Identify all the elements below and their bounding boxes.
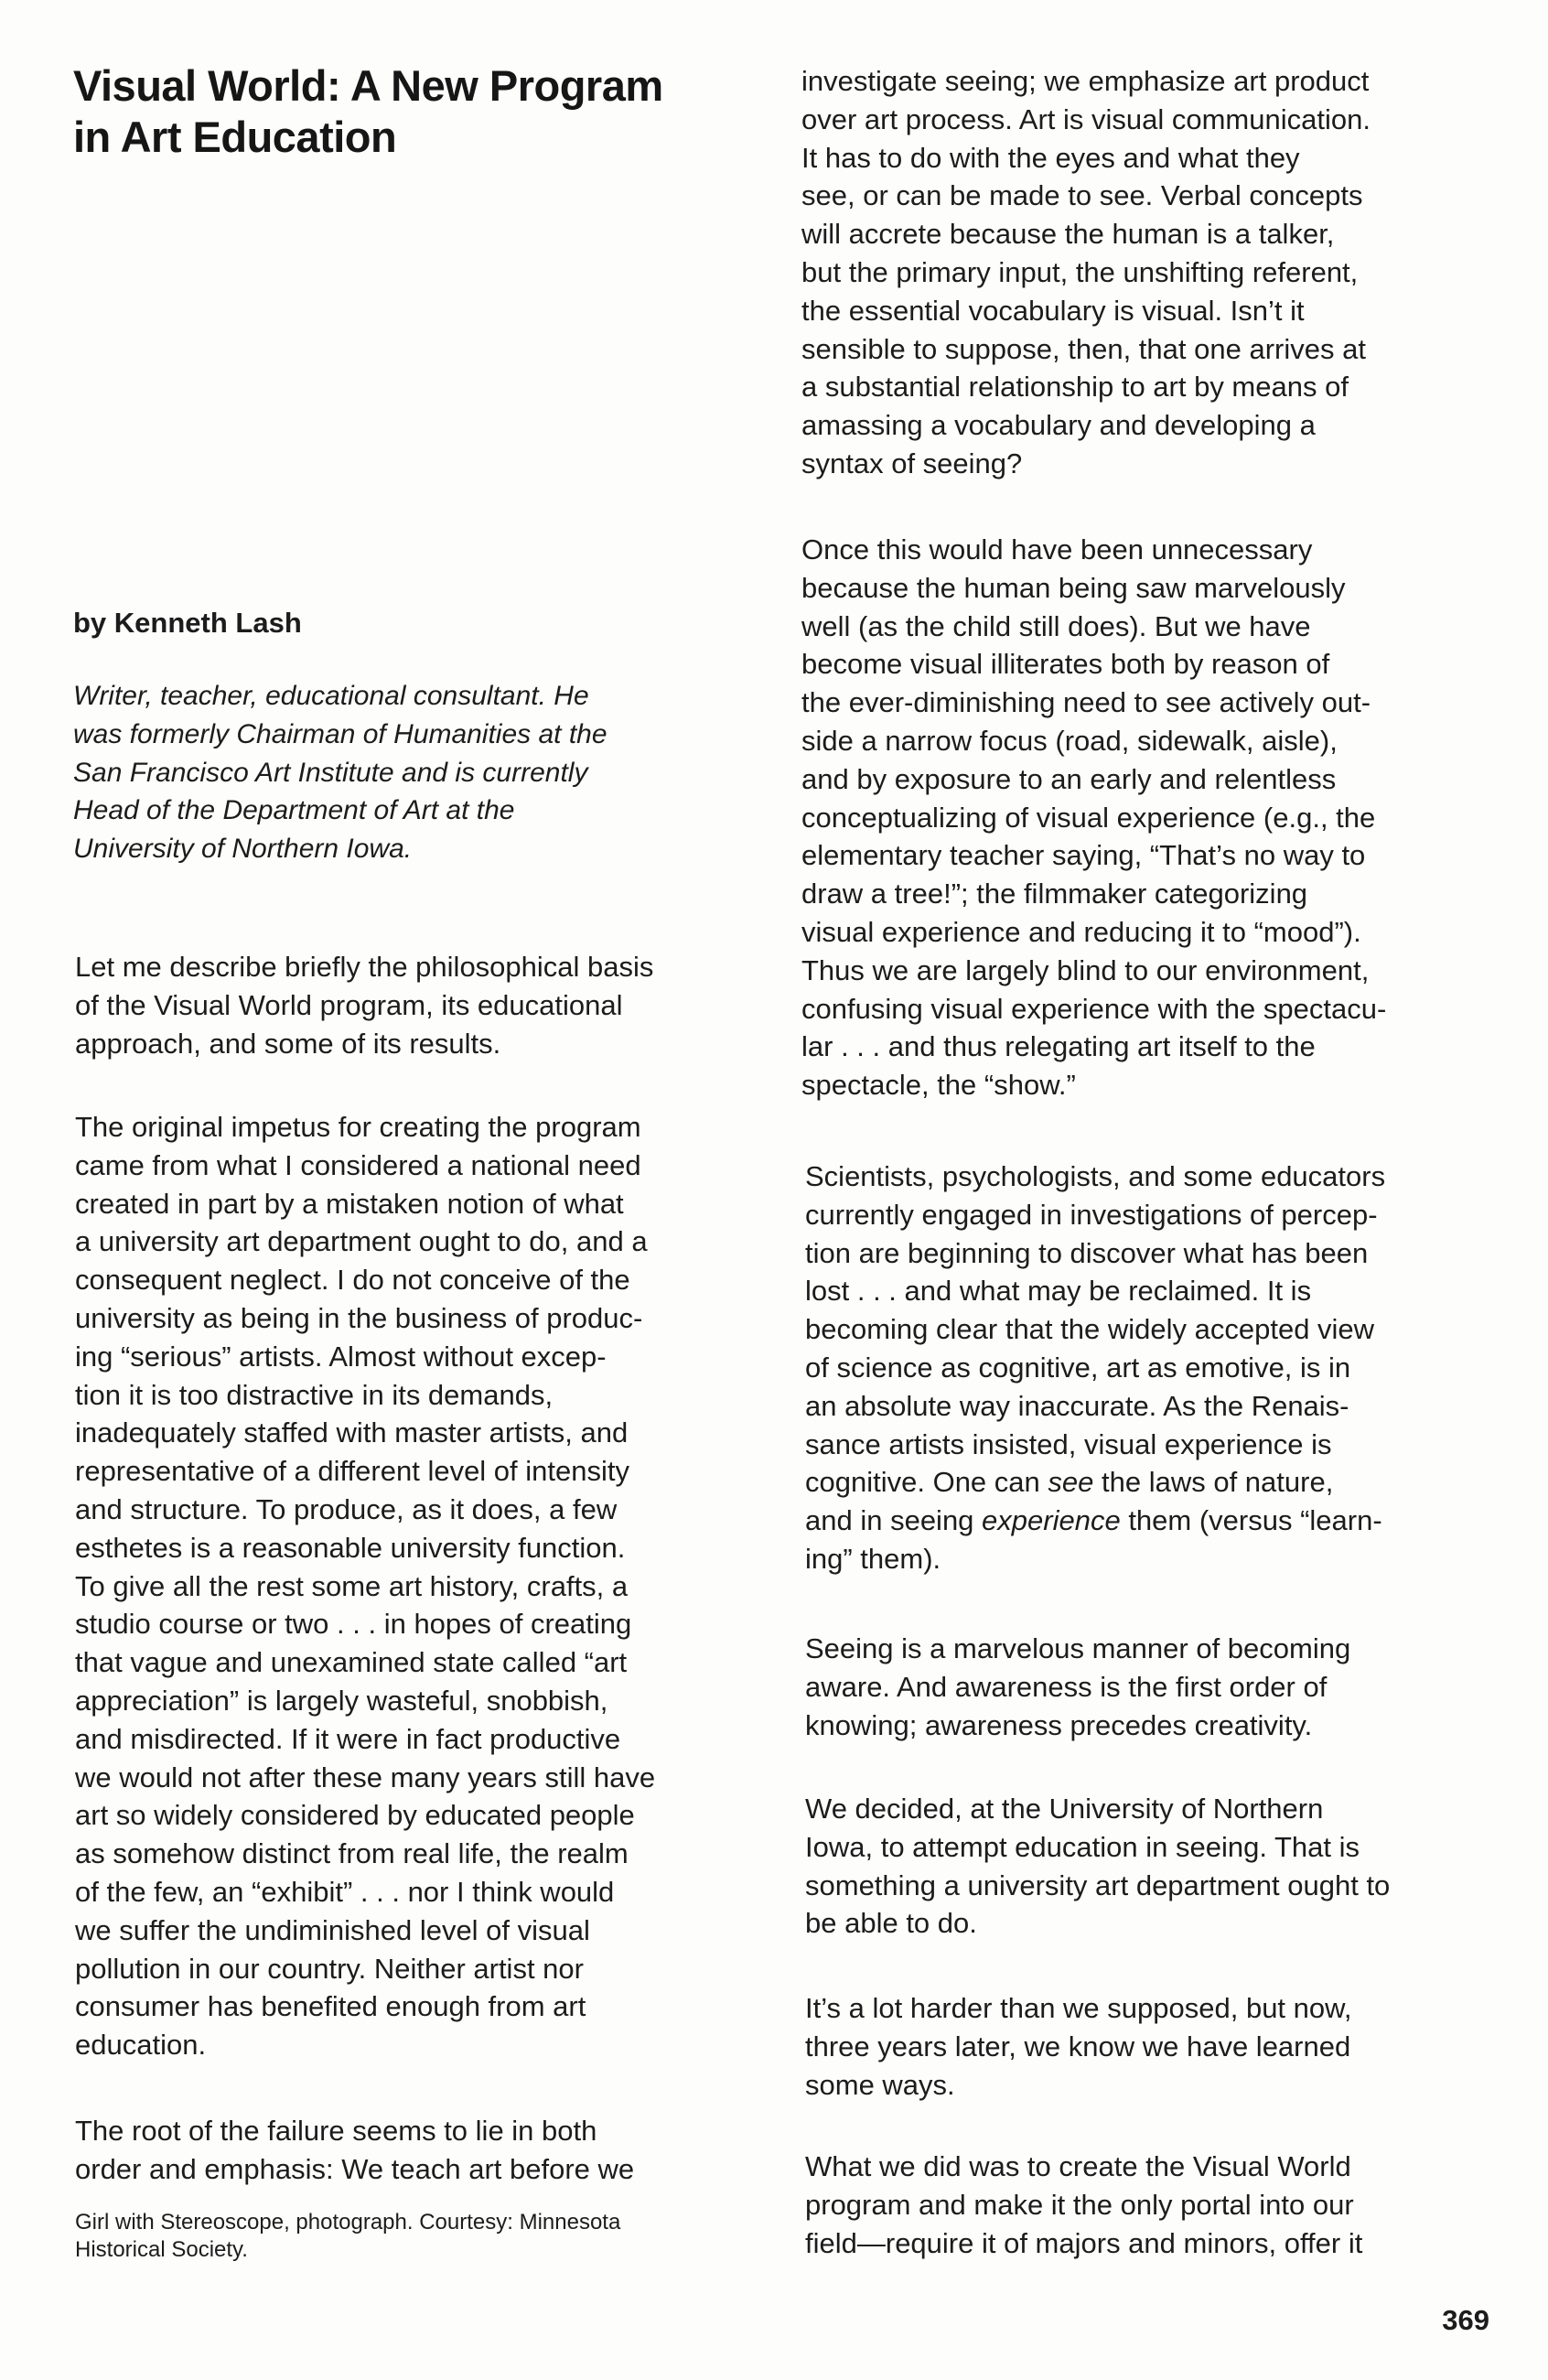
text-line: Let me describe briefly the philosophical basis (75, 951, 654, 983)
text-line: Head of the Department of Art at the (73, 795, 515, 826)
paragraph (75, 948, 653, 1062)
text-line: and structure. To produce, as it does, a few (75, 1492, 618, 1525)
text-line: well (as the child still does). But we have (801, 609, 1311, 642)
paragraph (805, 1989, 1351, 2104)
text-line: To give all the rest some art history, crafts, a (75, 1569, 629, 1602)
text-line: and by exposure to an early and relentless (801, 762, 1337, 795)
text-line (805, 1502, 1385, 1540)
text-line: we would not after these many years still have (75, 1761, 656, 1793)
text-line: becoming clear that the widely accepted view (805, 1313, 1375, 1346)
text-line: appreciation” is largely wasteful, snobbish, (75, 1684, 608, 1717)
paragraph (805, 2148, 1362, 2262)
text-line (805, 1463, 1385, 1502)
text-line: was formerly Chairman of Humanities at the (73, 718, 607, 749)
text-line: confusing visual experience with the spectacu- (801, 992, 1387, 1025)
text-line: education. (75, 2029, 207, 2062)
text-line: Iowa, to attempt education in seeing. That is (805, 1830, 1360, 1863)
text-line: came from what I considered a national need (75, 1148, 641, 1181)
text-line: The root of the failure seems to lie in both (75, 2115, 597, 2147)
text-line: The original impetus for creating the program (75, 1111, 641, 1143)
text-line: We decided, at the University of Northern (805, 1793, 1324, 1825)
text-line: the ever-diminishing need to see actively out- (801, 686, 1371, 719)
text-line: Seeing is a marvelous manner of becoming (805, 1632, 1351, 1664)
text-line: conceptualizing of visual experience (e.g., the (801, 801, 1376, 834)
text-line: Historical Society. (75, 2237, 248, 2262)
text-line: a substantial relationship to art by means of (801, 371, 1349, 404)
text-line: side a narrow focus (road, sidewalk, aisle), (801, 724, 1338, 757)
text-line: San Francisco Art Institute and is currently (73, 757, 588, 788)
text-line: ing” them). (805, 1542, 941, 1575)
author-byline: by Kenneth Lash (73, 607, 302, 639)
text-line: sensible to suppose, then, that one arrives at (801, 332, 1366, 365)
text-line: become visual illiterates both by reason of (801, 648, 1330, 681)
text-line: because the human being saw marvelously (801, 571, 1346, 604)
paragraph (805, 1790, 1390, 1943)
text-line: art so widely considered by educated people (75, 1799, 635, 1832)
text-line: Writer, teacher, educational consultant. He (73, 681, 589, 711)
paragraph (75, 2112, 634, 2189)
title-line: Visual World: A New Program (73, 61, 663, 110)
text-line: sance artists insisted, visual experience is (805, 1427, 1332, 1460)
text-segment: and in seeing (805, 1504, 983, 1537)
text-line: studio course or two . . . in hopes of creating (75, 1608, 632, 1641)
text-line: amassing a vocabulary and developing a (801, 409, 1316, 442)
paragraph (805, 1630, 1350, 1744)
text-segment: cognitive. One can (805, 1466, 1048, 1499)
text-line: currently engaged in investigations of percep- (805, 1198, 1378, 1231)
text-segment: them (versus “learn- (1120, 1504, 1382, 1537)
text-line: something a university art department ought to (805, 1868, 1391, 1901)
paragraph (801, 62, 1371, 483)
text-line: ing “serious” artists. Almost without excep- (75, 1340, 607, 1373)
text-line: we suffer the undiminished level of visual (75, 1913, 590, 1946)
text-line: Thus we are largely blind to our environment, (801, 953, 1370, 986)
text-line: over art process. Art is visual communication. (801, 102, 1371, 135)
text-line: approach, and some of its results. (75, 1027, 501, 1060)
text-line: lar . . . and thus relegating art itself to the (801, 1030, 1316, 1063)
text-line: esthetes is a reasonable university function. (75, 1531, 626, 1564)
page-number: 369 (1442, 2304, 1489, 2336)
text-line: some ways. (805, 2068, 955, 2101)
text-line: three years later, we know we have learned (805, 2030, 1351, 2062)
text-line: that vague and unexamined state called “art (75, 1646, 628, 1679)
emphasis-text: see (1048, 1466, 1094, 1499)
title-line: in Art Education (73, 113, 397, 161)
text-line: tion are beginning to discover what has been (805, 1236, 1369, 1269)
text-line: will accrete because the human is a talker, (801, 218, 1335, 251)
text-line: order and emphasis: We teach art before we (75, 2152, 635, 2185)
text-line: It’s a lot harder than we supposed, but now, (805, 1992, 1352, 2024)
text-line: of the few, an “exhibit” . . . nor I think would (75, 1875, 615, 1908)
text-line: be able to do. (805, 1907, 977, 1940)
text-line: syntax of seeing? (801, 447, 1023, 479)
paragraph (805, 1158, 1385, 1578)
text-line: and misdirected. If it were in fact productive (75, 1722, 621, 1755)
text-line: lost . . . and what may be reclaimed. It is (805, 1275, 1312, 1308)
text-line: see, or can be made to see. Verbal concepts (801, 179, 1363, 212)
text-line: created in part by a mistaken notion of what (75, 1187, 624, 1220)
text-line: program and make it the only portal into our (805, 2188, 1354, 2221)
text-line: draw a tree!”; the filmmaker categorizing (801, 878, 1308, 910)
text-line: investigate seeing; we emphasize art product (801, 65, 1370, 97)
text-line: It has to do with the eyes and what they (801, 141, 1300, 174)
text-line: tion it is too distractive in its demands, (75, 1378, 554, 1411)
text-line: pollution in our country. Neither artist nor (75, 1952, 584, 1985)
text-line: knowing; awareness precedes creativity. (805, 1708, 1313, 1741)
text-line: visual experience and reducing it to “mood”). (801, 915, 1361, 948)
text-line: as somehow distinct from real life, the realm (75, 1837, 629, 1870)
text-line: of the Visual World program, its educational (75, 988, 623, 1021)
text-line: university as being in the business of produc- (75, 1301, 643, 1334)
text-line: field—require it of majors and minors, offer it (805, 2226, 1363, 2259)
text-line: Girl with Stereoscope, photograph. Courtesy: Minnesota (75, 2210, 621, 2235)
text-line: What we did was to create the Visual World (805, 2150, 1351, 2182)
text-line: Scientists, psychologists, and some educators (805, 1160, 1386, 1192)
photo-caption (75, 2209, 620, 2264)
text-line: spectacle, the “show.” (801, 1069, 1076, 1102)
text-line: elementary teacher saying, “That’s no way to (801, 839, 1366, 872)
text-line: consequent neglect. I do not conceive of the (75, 1264, 630, 1297)
text-line: University of Northern Iowa. (73, 834, 413, 865)
emphasis-text: experience (982, 1504, 1121, 1537)
text-line: representative of a different level of intensity (75, 1455, 629, 1488)
text-line: of science as cognitive, art as emotive, is in (805, 1351, 1351, 1384)
article-title (73, 60, 663, 163)
text-line: an absolute way inaccurate. As the Renais- (805, 1389, 1349, 1422)
text-line: but the primary input, the unshifting referent, (801, 255, 1359, 288)
text-line: a university art department ought to do, and a (75, 1225, 648, 1258)
text-line: the essential vocabulary is visual. Isn’t it (801, 294, 1305, 327)
paragraph (801, 531, 1386, 1104)
text-line: consumer has benefited enough from art (75, 1990, 586, 2023)
text-line: aware. And awareness is the first order of (805, 1670, 1328, 1703)
author-bio (73, 677, 607, 868)
text-line: Once this would have been unnecessary (801, 533, 1313, 565)
text-segment: the laws of nature, (1093, 1466, 1334, 1499)
paragraph (75, 1108, 655, 2064)
text-line: inadequately staffed with master artists, and (75, 1416, 629, 1449)
